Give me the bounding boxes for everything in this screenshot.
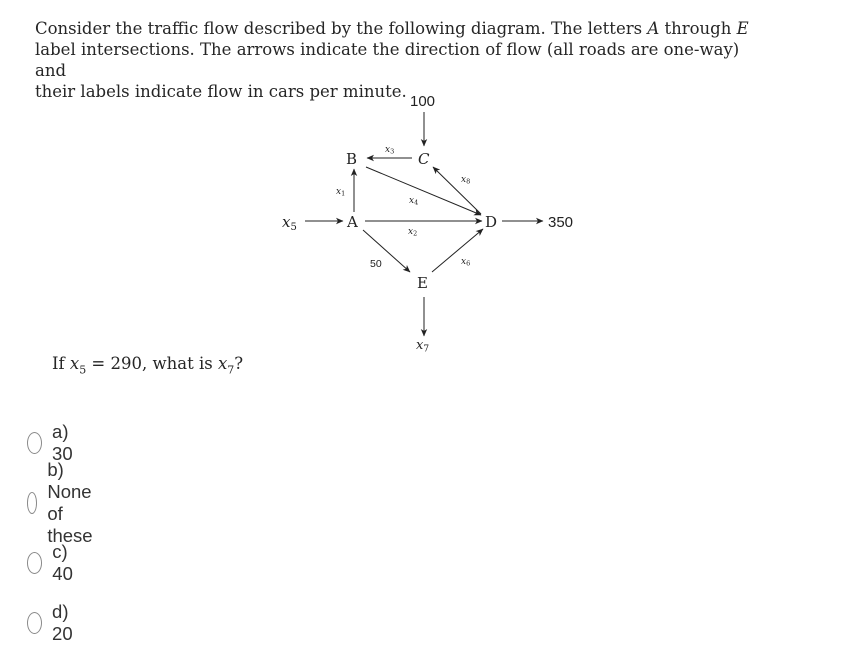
choice-d[interactable] — [27, 601, 80, 644]
choice-b[interactable] — [27, 459, 104, 546]
intro-var-a: A — [647, 19, 660, 38]
question-var: x — [69, 354, 80, 373]
radio-button[interactable] — [27, 612, 42, 634]
radio-button[interactable] — [27, 552, 42, 574]
question-text — [52, 354, 243, 376]
question-part: ? — [234, 354, 244, 373]
node-c: C — [418, 150, 430, 168]
choice-label[interactable]: b) None of these — [47, 459, 93, 546]
question-part: = 290, what is — [86, 354, 218, 373]
intro-var-e: E — [736, 19, 749, 38]
flow-out-right: 350 — [548, 214, 574, 231]
radio-button[interactable] — [27, 492, 37, 514]
intro-text: their labels indicate flow in cars per minute. — [35, 82, 407, 101]
choice-label[interactable]: a) 30 — [52, 421, 73, 464]
node-a: A — [347, 213, 358, 231]
label-x4: x4 — [409, 196, 419, 207]
radio-button[interactable] — [27, 432, 42, 454]
question-subscript: 5 — [79, 363, 87, 377]
choice-label[interactable]: c) 40 — [52, 541, 73, 584]
node-d: D — [485, 213, 498, 231]
choice-label[interactable]: d) 20 — [52, 601, 73, 644]
label-x5: $x_5$ — [282, 213, 297, 233]
choice-a[interactable] — [27, 421, 80, 464]
label-x3: x3 — [385, 145, 395, 156]
label-x8: x8 — [461, 175, 471, 186]
question-subscript: 7 — [227, 363, 235, 377]
node-b: B — [346, 150, 358, 168]
flow-a-e: 50 — [370, 258, 382, 270]
label-x6: x6 — [461, 257, 471, 268]
node-e: E — [417, 274, 428, 292]
label-x2: x2 — [408, 227, 418, 238]
intro-text: through — [659, 19, 737, 38]
question-part: If — [52, 354, 70, 373]
edge-e-d — [432, 229, 483, 272]
question-var: x — [217, 354, 228, 373]
intro-text: label intersections. The arrows indicate the direction of flow (all roads are one-way) and — [35, 40, 740, 80]
intro-text: Consider the traffic flow described by the following diagram. The letters — [35, 19, 648, 38]
label-x7: x7 — [416, 338, 430, 355]
flow-in-top: 100 — [410, 93, 436, 110]
choice-c[interactable] — [27, 541, 80, 584]
label-x1: x1 — [336, 187, 346, 198]
edge-d-c — [433, 167, 481, 214]
